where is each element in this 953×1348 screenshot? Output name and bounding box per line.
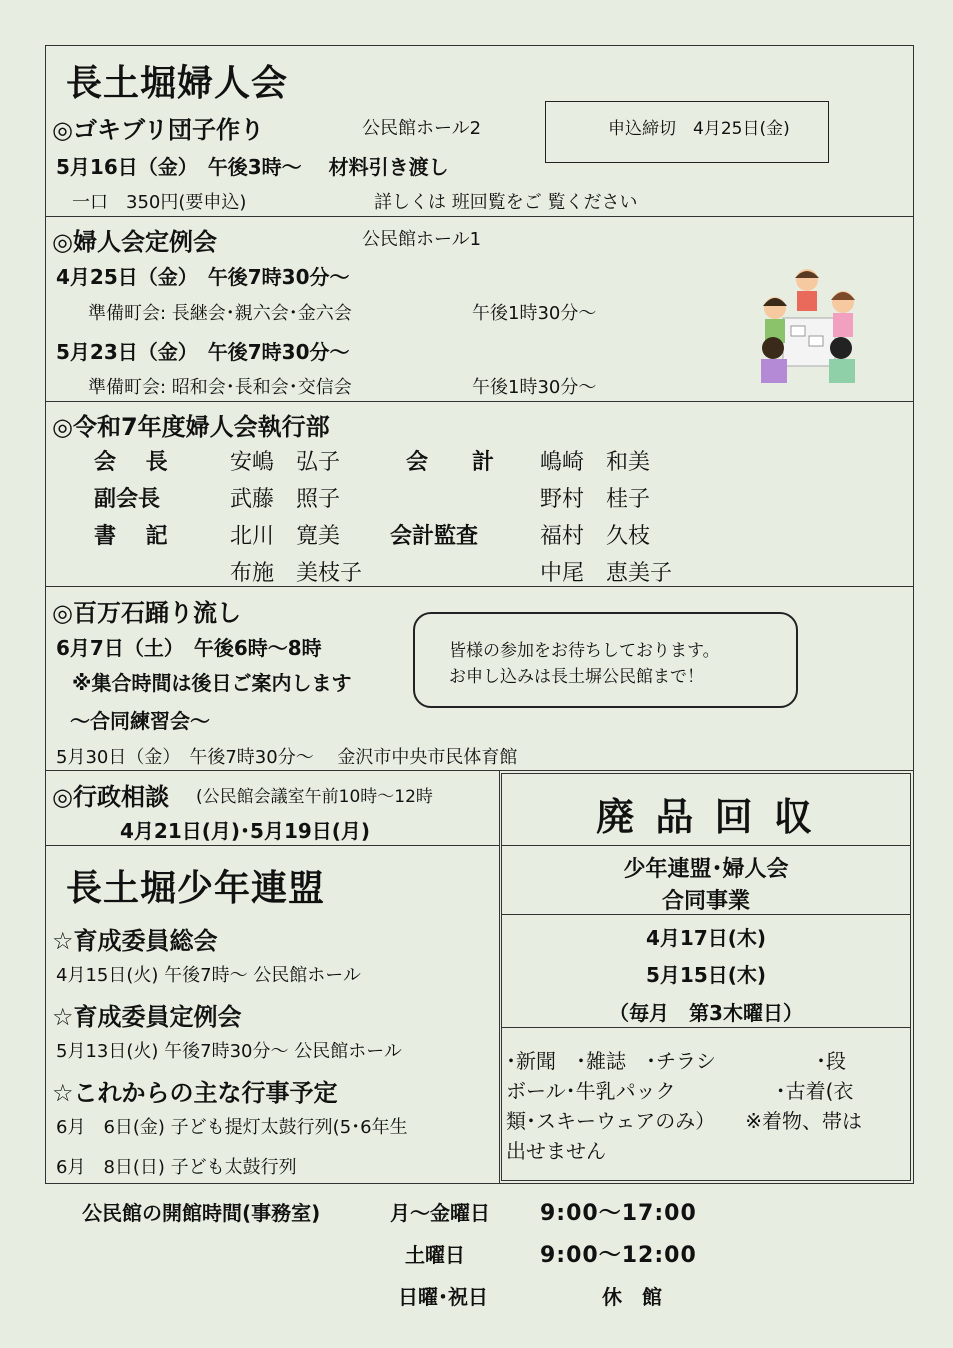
haihin-items-line4: 出せません (506, 1139, 606, 1163)
divider (45, 586, 914, 587)
odori-date: 6月7日（土） 午後6時～8時 (56, 636, 322, 660)
soukai-heading: ☆育成委員総会 (52, 927, 218, 955)
officer-name: 嶋崎 和美 (540, 450, 651, 475)
officer-name: 武藤 照子 (230, 487, 341, 512)
haihin-date3: （毎月 第3木曜日） (609, 1001, 803, 1025)
odori-note: ※集合時間は後日ご案内します (72, 671, 352, 695)
deadline-text: 申込締切 4月25日(金) (608, 119, 790, 139)
haihin-items-line1: ･新聞 ･雑誌 ･チラシ ･段 (506, 1049, 846, 1073)
haihin-date1: 4月17日(木) (645, 926, 767, 950)
gokiburi-note: 詳しくは 班回覧をご 覧ください (374, 192, 638, 213)
teireikai-date1: 4月25日（金） 午後7時30分～ (56, 265, 350, 289)
divider (45, 216, 914, 217)
teireikai-shonen-detail: 5月13日(火) 午後7時30分～ 公民館ホール (56, 1041, 402, 1062)
event-item: 6月 8日(日) 子ども太鼓行列 (56, 1157, 297, 1178)
bubble-line2: お申し込みは長土塀公民館まで！ (449, 667, 704, 687)
hours-sunday: 日曜･祝日 (398, 1285, 488, 1309)
officer-name: 北川 寛美 (230, 524, 341, 549)
divider (45, 401, 914, 402)
odori-heading: ◎百万石踊り流し (52, 599, 241, 627)
officer-name: 布施 美枝子 (230, 561, 363, 586)
hours-weekday-time: 9:00～17:00 (540, 1201, 697, 1226)
gokiburi-price: 一口 350円(要申込) (72, 192, 247, 213)
teireikai-venue: 公民館ホール1 (362, 229, 482, 250)
gyosei-heading: ◎行政相談 (52, 783, 169, 811)
divider (501, 1027, 911, 1028)
haihin-items-line2: ボール･牛乳パック ･古着(衣 (506, 1079, 854, 1103)
haihin-sub1: 少年連盟･婦人会 (623, 857, 789, 882)
hours-saturday-time: 9:00～12:00 (540, 1243, 697, 1268)
officers-heading: ◎令和7年度婦人会執行部 (52, 413, 330, 441)
haihin-items-line3: 類･スキーウェアのみ） ※着物、帯は (506, 1109, 862, 1133)
events-heading: ☆これからの主な行事予定 (52, 1079, 338, 1107)
gokiburi-date: 5月16日（金） 午後3時～ 材料引き渡し (56, 155, 449, 179)
teireikai-heading: ◎婦人会定例会 (52, 228, 217, 256)
fujinkai-title: 長土堀婦人会 (66, 63, 289, 104)
odori-practice: ～合同練習会～ (70, 709, 210, 733)
invitation-bubble (413, 612, 798, 708)
deadline-box (545, 101, 829, 163)
haihin-date2: 5月15日(木) (645, 963, 767, 987)
odori-practice-detail: 5月30日（金） 午後7時30分～ 金沢市中央市民体育館 (56, 747, 518, 768)
haihin-items (506, 1046, 862, 1166)
women-meeting-illustration (757, 266, 863, 386)
soukai-detail: 4月15日(火) 午後7時～ 公民館ホール (56, 965, 361, 986)
officer-role: 会 長 (94, 450, 168, 475)
officer-name: 福村 久枝 (540, 524, 651, 549)
haihin-title: 廃 品 回 収 (596, 795, 816, 839)
teireikai-prep1: 準備町会: 長継会･親六会･金六会 (88, 303, 352, 324)
officer-role: 会計監査 (390, 524, 479, 549)
shonen-title: 長土堀少年連盟 (66, 868, 326, 909)
hours-weekday: 月～金曜日 (390, 1201, 490, 1225)
bubble-line1: 皆様の参加をお待ちしております。 (449, 641, 720, 661)
officer-name: 中尾 恵美子 (540, 561, 673, 586)
divider (499, 770, 500, 1184)
gyosei-dates: 4月21日(月)･5月19日(月) (120, 819, 371, 843)
hours-sunday-time: 休 館 (602, 1285, 662, 1309)
officer-role: 副会長 (94, 487, 161, 512)
officer-role: 書 記 (94, 524, 168, 549)
teireikai-prep2-time: 午後1時30分～ (472, 377, 597, 398)
teireikai-prep2: 準備町会: 昭和会･長和会･交信会 (88, 377, 352, 398)
hours-saturday: 土曜日 (405, 1243, 465, 1267)
divider (45, 770, 914, 771)
haihin-sub2: 合同事業 (661, 889, 750, 914)
teireikai-prep1-time: 午後1時30分～ (472, 303, 597, 324)
gokiburi-heading: ◎ゴキブリ団子作り (52, 116, 264, 144)
officer-name: 安嶋 弘子 (230, 450, 341, 475)
divider (45, 845, 500, 846)
gokiburi-venue: 公民館ホール2 (362, 118, 482, 139)
teireikai-date2: 5月23日（金） 午後7時30分～ (56, 340, 350, 364)
gyosei-detail: (公民館会議室午前10時～12時 (196, 787, 433, 807)
event-item: 6月 6日(金) 子ども提灯太鼓行列(5･6年生 (56, 1117, 408, 1138)
officer-name: 野村 桂子 (540, 487, 651, 512)
teireikai-shonen-heading: ☆育成委員定例会 (52, 1003, 242, 1031)
hours-label: 公民館の開館時間(事務室) (82, 1201, 321, 1225)
officer-role: 会 計 (406, 450, 495, 475)
divider (501, 845, 911, 846)
